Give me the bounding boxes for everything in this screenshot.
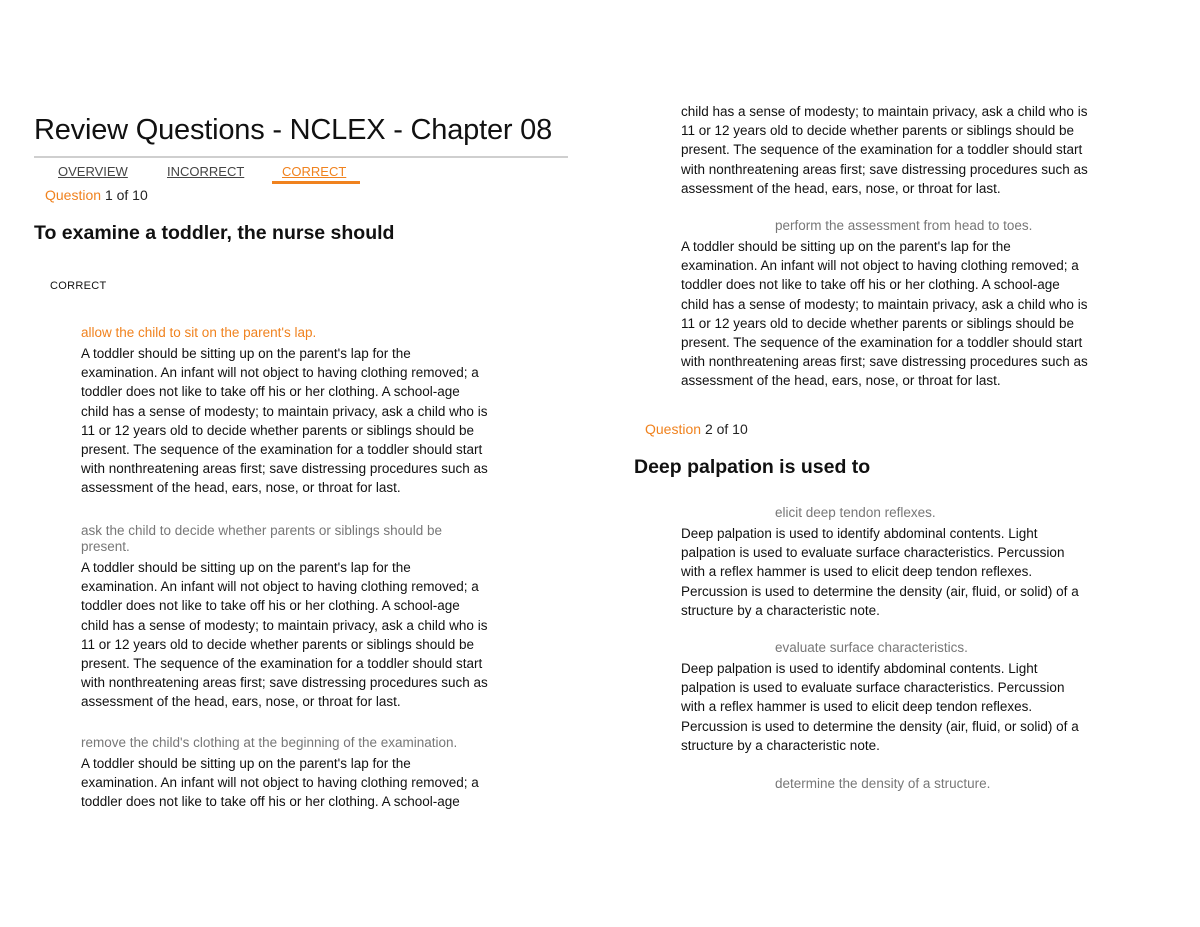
answer-option	[81, 735, 551, 812]
answer-option	[681, 218, 1151, 391]
option-text: ask the child to decide whether parents or siblings should be present.	[81, 523, 442, 554]
option-text: perform the assessment from head to toes.	[775, 218, 1033, 233]
page-title: Review Questions - NCLEX - Chapter 08	[34, 114, 553, 146]
answer-option	[81, 523, 551, 712]
tab-incorrect[interactable]: INCORRECT	[167, 164, 245, 179]
question-text: To examine a toddler, the nurse should	[34, 222, 395, 244]
option-rationale: A toddler should be sitting up on the parent's lap for the examination. An infant will not object to having clothing removed; a toddler does not like to take off his or her clothing. A school-age	[81, 756, 479, 810]
answer-option	[81, 325, 551, 498]
option-rationale: Deep palpation is used to identify abdominal contents. Light palpation is used to evaluate surface characteristics. Percussion with a reflex hammer is used to elicit deep tendon reflexes. Percussion is used to determine the density (air, fluid, or solid) of a structure by a characteristic note.	[681, 661, 1079, 753]
tab-overview[interactable]: OVERVIEW	[58, 164, 128, 179]
question-label: Question	[645, 421, 702, 437]
question-text: Deep palpation is used to	[634, 456, 871, 478]
option-text: remove the child's clothing at the beginning of the examination.	[81, 735, 458, 750]
option-text: evaluate surface characteristics.	[775, 640, 968, 655]
answer-option	[681, 505, 1151, 620]
question-number: 1 of 10	[104, 187, 148, 203]
option-rationale: A toddler should be sitting up on the parent's lap for the examination. An infant will not object to having clothing removed; a toddler does not like to take off his or her clothing. A school-age child has a sense of modesty; to maintain privacy, ask a child who is 11 or 12 years old to decide whether parents or siblings should be present. The sequence of the examination for a toddler should start with nonthreatening areas first; save distressing procedures such as assessment of the head, ears, nose, or throat for last.	[681, 239, 1088, 389]
status-badge: CORRECT	[50, 280, 107, 292]
answer-option	[681, 776, 1151, 792]
option-rationale: A toddler should be sitting up on the parent's lap for the examination. An infant will not object to having clothing removed; a toddler does not like to take off his or her clothing. A school-age child has a sense of modesty; to maintain privacy, ask a child who is 11 or 12 years old to decide whether parents or siblings should be present. The sequence of the examination for a toddler should start with nonthreatening areas first; save distressing procedures such as assessment of the head, ears, nose, or throat for last.	[81, 560, 488, 710]
answer-option	[681, 640, 1151, 755]
option-rationale: Deep palpation is used to identify abdominal contents. Light palpation is used to evaluate surface characteristics. Percussion with a reflex hammer is used to elicit deep tendon reflexes. Percussion is used to determine the density (air, fluid, or solid) of a structure by a characteristic note.	[681, 526, 1079, 618]
option-text: allow the child to sit on the parent's lap.	[81, 325, 317, 340]
active-tab-indicator	[272, 181, 360, 184]
option-rationale: A toddler should be sitting up on the parent's lap for the examination. An infant will not object to having clothing removed; a toddler does not like to take off his or her clothing. A school-age child has a sense of modesty; to maintain privacy, ask a child who is 11 or 12 years old to decide whether parents or siblings should be present. The sequence of the examination for a toddler should start with nonthreatening areas first; save distressing procedures such as assessment of the head, ears, nose, or throat for last.	[81, 346, 488, 496]
tab-correct[interactable]: CORRECT	[282, 164, 347, 179]
option-rationale-continued: child has a sense of modesty; to maintain privacy, ask a child who is 11 or 12 years old to decide whether parents or siblings should be present. The sequence of the examination for a toddler should start with nonthreatening areas first; save distressing procedures such as assessment of the head, ears, nose, or throat for last.	[681, 104, 1088, 196]
question-counter	[45, 187, 148, 203]
title-divider	[34, 156, 568, 158]
question-label: Question	[45, 187, 102, 203]
question-number: 2 of 10	[704, 421, 748, 437]
option-text: determine the density of a structure.	[775, 776, 991, 791]
option-text: elicit deep tendon reflexes.	[775, 505, 936, 520]
question-counter	[645, 421, 748, 437]
